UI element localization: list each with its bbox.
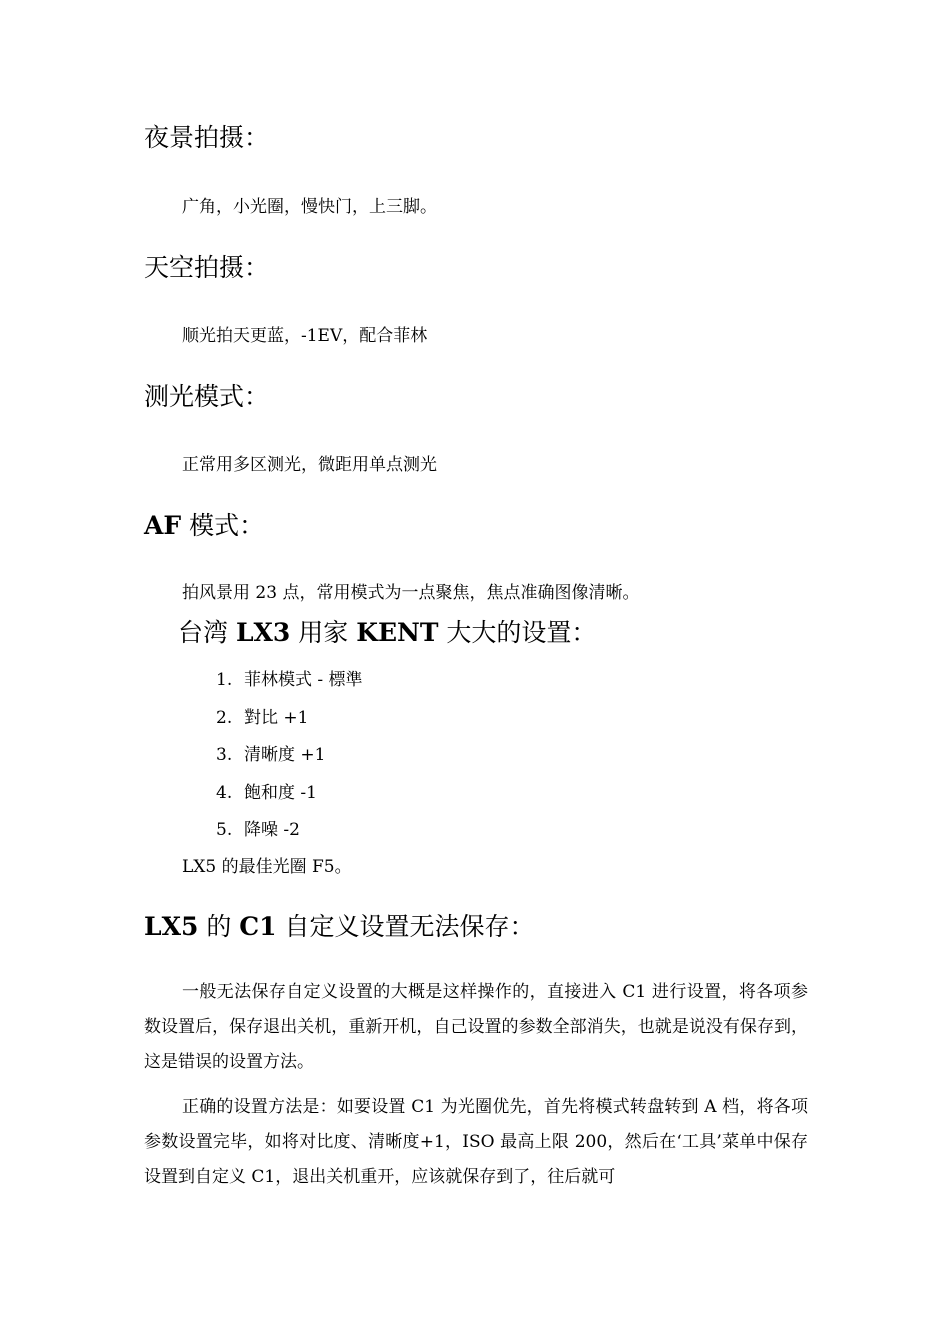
lx5-paragraph-1: 一般无法保存自定义设置的大概是这样操作的，直接进入 C1 进行设置，将各项参数设置后，保存退出关机，重新开机，自己设置的参数全部消失，也就是说没有保存到，这是错误的设置方法。 [144, 982, 808, 1072]
list-text: 菲林模式 - 標準 [244, 670, 363, 690]
heading-metering-mode: 测光模式： [144, 382, 270, 411]
list-item [216, 740, 325, 765]
list-item [216, 778, 317, 803]
kent-settings-heading [178, 613, 596, 649]
lx5-aperture-note: LX5 的最佳光圈 F5。 [182, 857, 352, 877]
night-shooting-text: 广角，小光圈，慢快门，上三脚。 [182, 197, 437, 217]
lx5-heading-lx5: LX5 [144, 912, 199, 941]
list-number: 4. [216, 783, 233, 803]
lx5-heading-mid: 的 [198, 912, 240, 941]
list-text: 清晰度 +1 [244, 745, 326, 765]
list-number: 2. [216, 708, 233, 728]
heading-af-mode [144, 506, 264, 542]
heading-night-shooting: 夜景拍摄： [144, 123, 270, 152]
af-mode-text: 拍风景用 23 点，常用模式为一点聚焦，焦点准确图像清晰。 [182, 583, 640, 603]
list-text: 降噪 -2 [244, 820, 300, 840]
kent-heading-lx3: LX3 [235, 618, 291, 647]
lx5-heading-rest: 自定义设置无法保存： [276, 912, 535, 941]
list-item [216, 815, 300, 840]
heading-lx5-c1 [144, 907, 535, 943]
kent-heading-pre: 台湾 [178, 618, 236, 647]
kent-heading-kent: KENT [356, 618, 439, 647]
list-number: 1. [216, 670, 233, 690]
list-item [216, 665, 363, 690]
metering-mode-text: 正常用多区测光，微距用单点测光 [182, 455, 437, 475]
lx5-paragraph-2: 正确的设置方法是：如要设置 C1 为光圈优先，首先将模式转盘转到 A 档，将各项参数设置完毕，如将对比度、清晰度+1，ISO 最高上限 200，然后在‘工具’菜单中保存设置到自定义 C1，退出关机重开，应该就保存到了，往后就可 [144, 1097, 808, 1187]
lx5-heading-c1: C1 [239, 912, 277, 941]
list-number: 5. [216, 820, 233, 840]
heading-af-bold: AF [144, 511, 182, 540]
list-text: 飽和度 -1 [244, 783, 317, 803]
list-item [216, 703, 308, 728]
sky-shooting-text: 顺光拍天更蓝，-1EV，配合菲林 [182, 326, 428, 346]
heading-af-rest: 模式： [181, 511, 265, 540]
list-number: 3. [216, 745, 233, 765]
heading-sky-shooting: 天空拍摄： [144, 253, 270, 282]
kent-heading-post: 大大的设置： [438, 618, 597, 647]
list-text: 對比 +1 [244, 708, 309, 728]
kent-heading-mid: 用家 [290, 618, 357, 647]
